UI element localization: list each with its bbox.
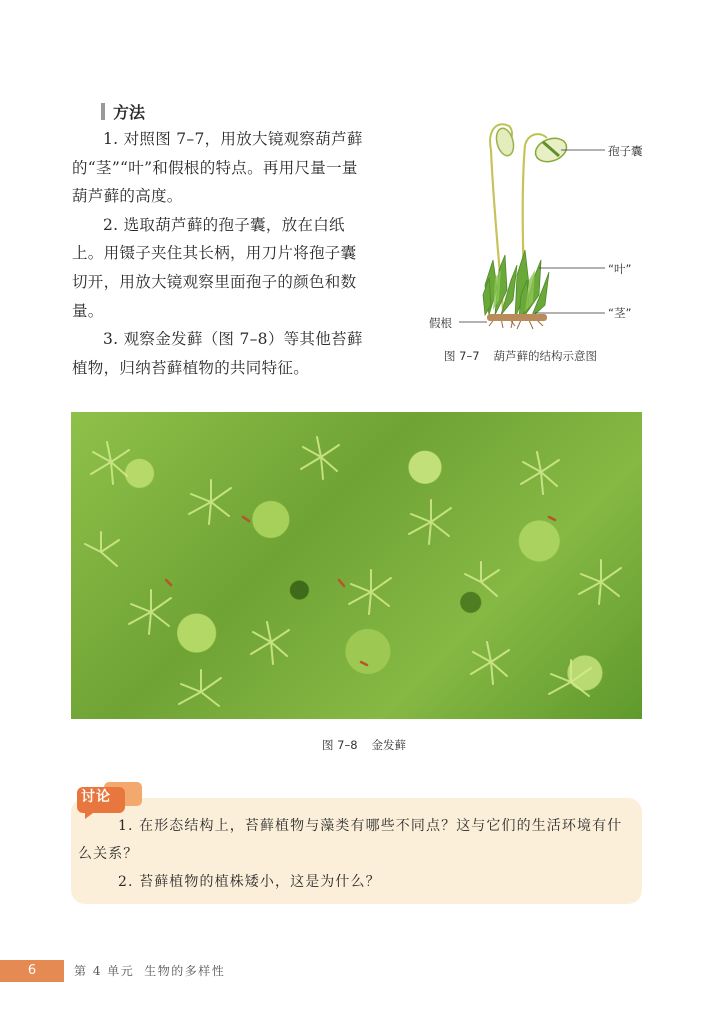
label-leaf: “叶”: [608, 262, 632, 276]
discussion-badge-label: 讨论: [81, 789, 111, 805]
method-step-1: 1. 对照图 7–7，用放大镜观察葫芦藓的“茎”“叶”和假根的特点。再用尺量一量葫芦藓的高度。: [72, 130, 363, 206]
footer-unit-title: 生物的多样性: [144, 964, 226, 978]
method-text: [72, 125, 367, 382]
method-step-3: 3. 观察金发藓（图 7–8）等其他苔藓植物，归纳苔藓植物的共同特征。: [72, 330, 363, 377]
figure-7-8-number: 图 7–8: [321, 738, 358, 752]
method-heading: 方法: [113, 103, 146, 122]
footer-unit-number: 第 4 单元: [74, 964, 135, 978]
discussion-questions: [78, 812, 636, 896]
method-step-2: 2. 选取葫芦藓的孢子囊，放在白纸上。用镊子夹住其长柄，用刀片将孢子囊切开，用放大镜观察里面孢子的颜色和数量。: [72, 215, 357, 320]
figure-7-8-caption: [0, 737, 728, 753]
figure-7-8-title: 金发藓: [371, 738, 407, 752]
page-number: 6: [0, 960, 64, 982]
label-capsule: 孢子囊: [608, 144, 643, 158]
moss-star-pattern: [71, 412, 642, 719]
haircap-moss-photo: [71, 412, 642, 719]
discussion-question-2: 2. 苔藓植物的植株矮小，这是为什么？: [118, 874, 381, 890]
discussion-question-1: 1. 在形态结构上，苔藓植物与藻类有哪些不同点？这与它们的生活环境有什么关系？: [78, 818, 623, 862]
label-stem: “茎”: [608, 306, 632, 320]
figure-7-7-title: 葫芦藓的结构示意图: [493, 349, 598, 363]
heading-bar-marker: [101, 103, 105, 120]
figure-7-7-caption: [444, 348, 597, 364]
footer-unit: [74, 962, 225, 979]
label-rhizoid: 假根: [429, 316, 452, 330]
figure-7-7-number: 图 7–7: [444, 349, 480, 363]
figure-7-7-diagram: [425, 110, 675, 335]
method-section-heading: [101, 100, 145, 123]
